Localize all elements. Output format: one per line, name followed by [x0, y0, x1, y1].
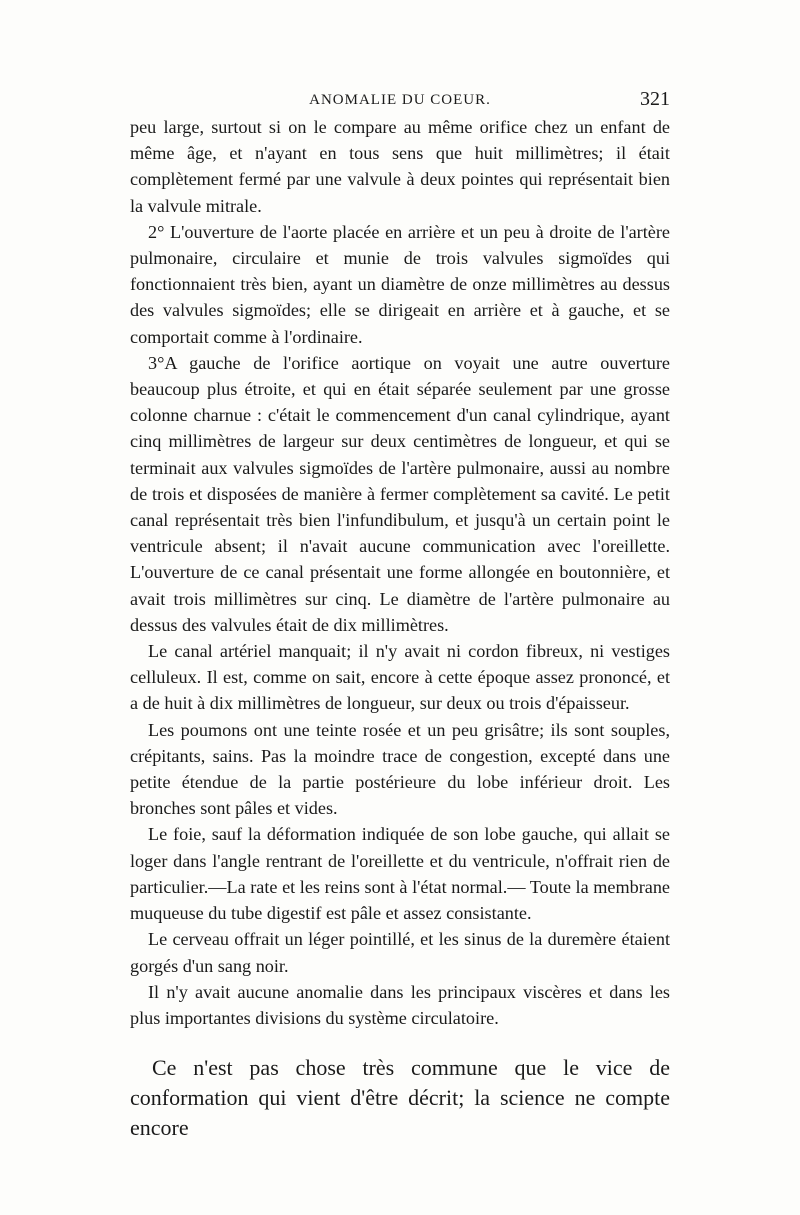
paragraph-infundibulum: 3°A gauche de l'orifice aortique on voyait une autre ouverture beaucoup plus étroite, et qui en était séparée seulement par une grosse colonne charnue : c'était le commencement d'un canal cylindrique, ayant cinq millimètres de largeur sur deux centimètres de longueur, et qui se terminait aux valvules sigmoïdes de l'artère pulmonaire, aussi au nombre de trois et disposées de manière à fermer complètement sa cavité. Le petit canal représentait très bien l'infundibulum, et jusqu'à un certain point le ventricule absent; il n'avait aucune communication avec l'oreillette. L'ouverture de ce canal présentait une forme allongée en boutonnière, et avait trois millimètres sur cinq. Le diamètre de l'artère pulmonaire au dessus des valvules était de dix millimètres. — [130, 352, 670, 635]
paragraph-continued: peu large, surtout si on le compare au même orifice chez un enfant de même âge, et n'ayant en tous sens que huit millimètres; il était complètement fermé par une valvule à deux pointes qui représentait bien la valvule mitrale. — [130, 117, 670, 216]
paragraph-aorta: 2° L'ouverture de l'aorte placée en arrière et un peu à droite de l'artère pulmonaire, circulaire et munie de trois valvules sigmoïdes qui fonctionnaient très bien, ayant un diamètre de onze millimètres au dessus des valvules sigmoïdes; elle se dirigeait en arrière et à gauche, et se comportait comme à l'ordinaire. — [130, 221, 670, 347]
paragraph-commentary: Ce n'est pas chose très commune que le vice de conformation qui vient d'être décrit; la science ne compte encore — [130, 1055, 670, 1141]
page-number: 321 — [640, 88, 670, 110]
paragraph-liver: Le foie, sauf la déformation indiquée de son lobe gauche, qui allait se loger dans l'angle rentrant de l'oreillette et du ventricule, n'offrait rien de particulier.—La rate et les reins sont à l'état normal.— Toute la membrane muqueuse du tube digestif est pâle et assez consistante. — [130, 824, 670, 924]
running-header — [130, 88, 670, 112]
running-title: ANOMALIE DU COEUR. — [309, 92, 491, 108]
body-text — [130, 114, 670, 1143]
paragraph-arterial-canal: Le canal artériel manquait; il n'y avait ni cordon fibreux, ni vestiges celluleux. Il est, comme on sait, encore à cette époque assez prononcé, et a de huit à dix millimètres de longueur, sur deux ou trois d'épaisseur. — [130, 641, 670, 714]
paragraph-lungs: Les poumons ont une teinte rosée et un peu grisâtre; ils sont souples, crépitants, sains. Pas la moindre trace de congestion, excepté dans une petite étendue de la partie postérieure du lobe inférieur droit. Les bronches sont pâles et vides. — [130, 719, 670, 819]
paragraph-no-anomaly: Il n'y avait aucune anomalie dans les principaux viscères et dans les plus importantes divisions du système circulatoire. — [130, 981, 670, 1028]
paragraph-brain: Le cerveau offrait un léger pointillé, et les sinus de la duremère étaient gorgés d'un sang noir. — [130, 929, 670, 976]
